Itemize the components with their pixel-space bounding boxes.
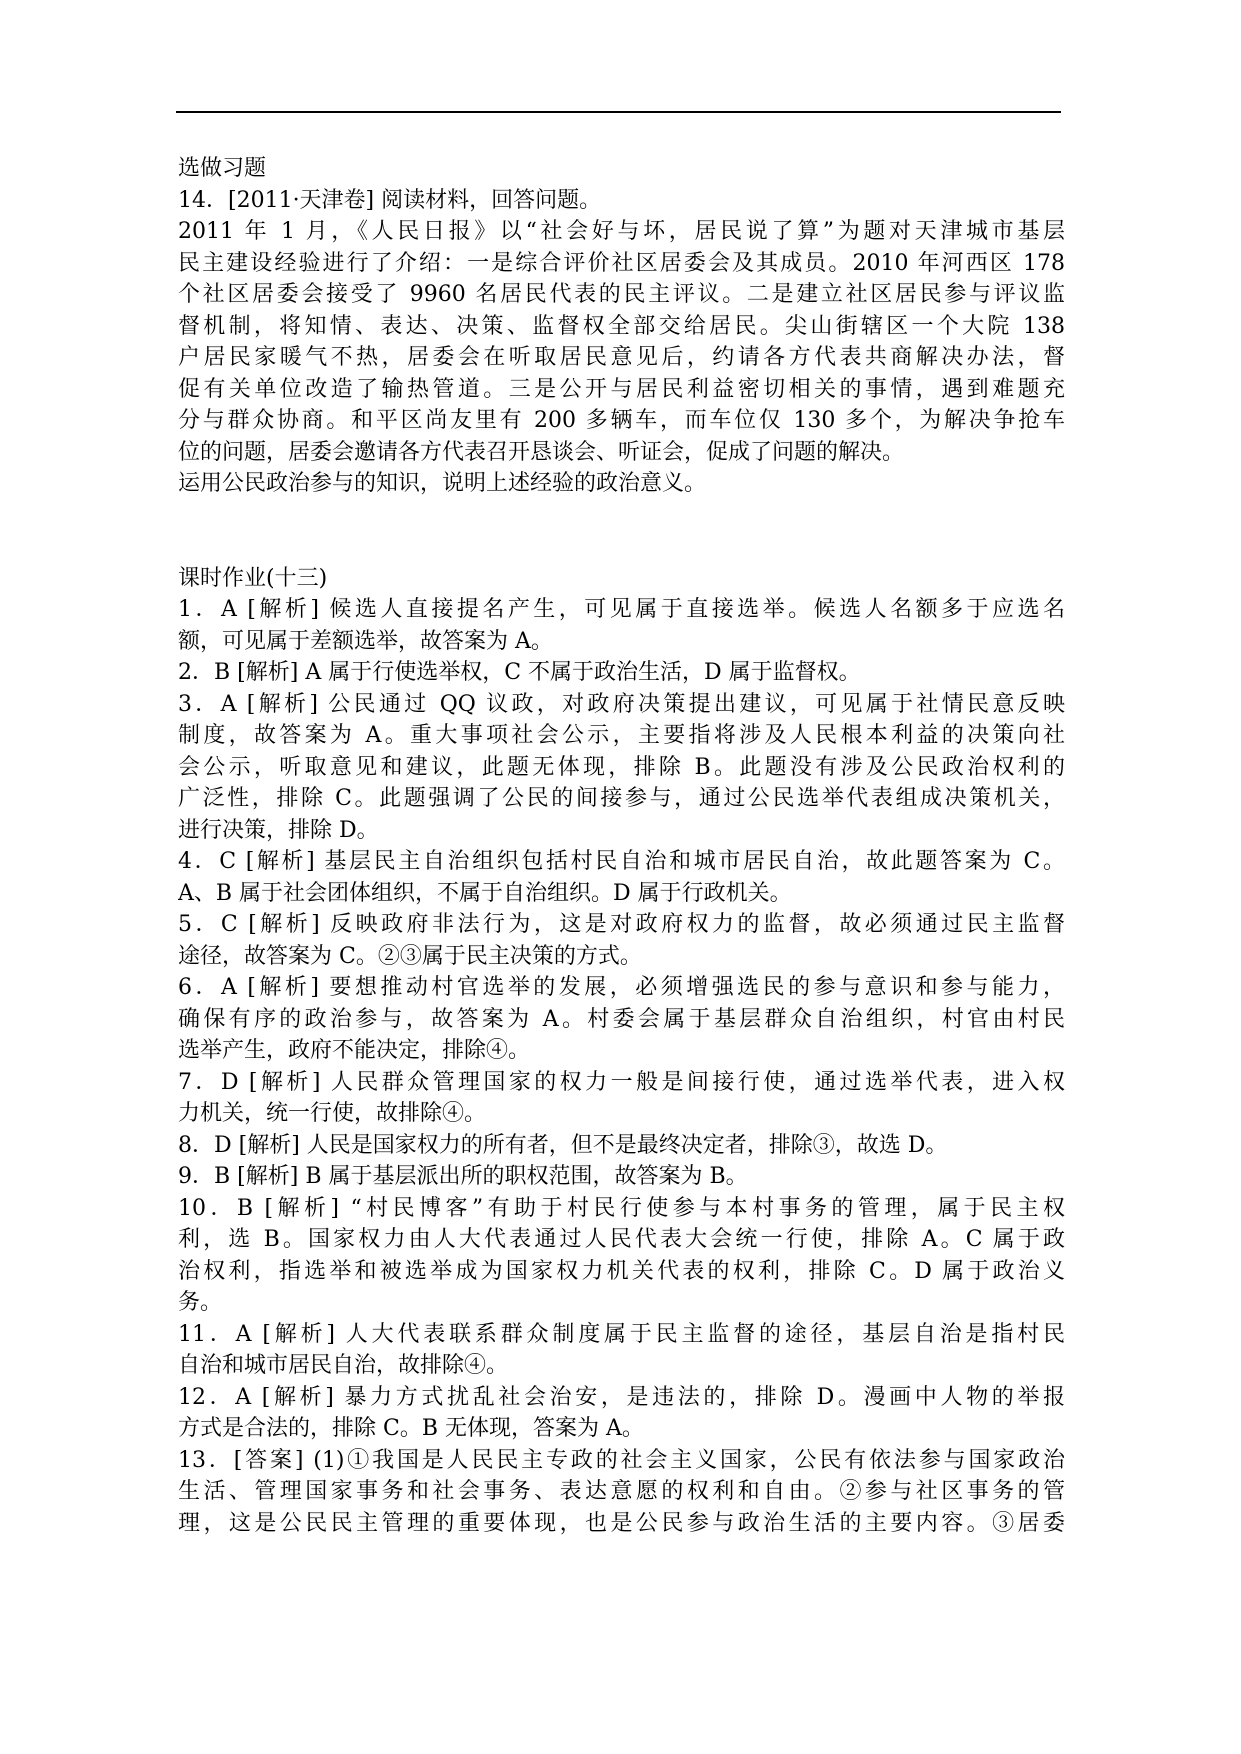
answer-line: 力机关，统一行使，故排除④。 <box>178 1101 487 1126</box>
elective-heading: 选做习题 <box>178 156 267 181</box>
answer-line: 途径，故答案为 C。②③属于民主决策的方式。 <box>178 943 642 969</box>
question-line: 分与群众协商。和平区尚友里有 200 多辆车，而车位仅 130 多个，为解决争抢车 <box>178 408 1065 433</box>
question-line: 个社区居委会接受了 9960 名居民代表的民主评议。二是建立社区居民参与评议监 <box>178 282 1065 307</box>
answer-line: 会公示，听取意见和建议，此题无体现，排除 B。此题没有涉及公民政治权利的 <box>178 754 1065 780</box>
answer-line: 12．A [解析] 暴力方式扰乱社会治安，是违法的，排除 D。漫画中人物的举报 <box>178 1384 1065 1410</box>
answer-line: 13．[答案] (1)①我国是人民民主专政的社会主义国家，公民有依法参与国家政治 <box>178 1447 1065 1473</box>
question-line: 位的问题，居委会邀请各方代表召开恳谈会、听证会，促成了问题的解决。 <box>178 439 905 465</box>
section-gap <box>178 500 1065 563</box>
question-prompt: 运用公民政治参与的知识，说明上述经验的政治意义。 <box>178 471 707 496</box>
answer-line: 6．A [解析] 要想推动村官选举的发展，必须增强选民的参与意识和参与能力， <box>178 975 1065 1000</box>
answer-line: 自治和城市居民自治，故排除④。 <box>178 1353 509 1378</box>
answer-line: 进行决策，排除 D。 <box>178 817 379 843</box>
question-line: 促有关单位改造了输热管道。三是公开与居民利益密切相关的事情，遇到难题充 <box>178 376 1065 402</box>
answer-line: 8．D [解析] 人民是国家权力的所有者，但不是最终决定者，排除③，故选 D。 <box>178 1132 948 1158</box>
question-line: 督机制，将知情、表达、决策、监督权全部交给居民。尖山街辖区一个大院 138 <box>178 313 1065 339</box>
question-line: 户居民家暖气不热，居委会在听取居民意见后，约请各方代表共商解决办法，督 <box>178 345 1065 370</box>
question-line: 民主建设经验进行了介绍：一是综合评价社区居委会及其成员。2010 年河西区 178 <box>178 250 1065 276</box>
answer-line: 10．B [解析] “村民博客”有助于村民行使参与本村事务的管理，属于民主权 <box>178 1195 1065 1221</box>
answer-line: 7．D [解析] 人民群众管理国家的权力一般是间接行使，通过选举代表，进入权 <box>178 1069 1065 1095</box>
question-line: 14．[2011·天津卷] 阅读材料，回答问题。 <box>178 187 602 213</box>
answer-line: 11．A [解析] 人大代表联系群众制度属于民主监督的途径，基层自治是指村民 <box>178 1321 1065 1347</box>
answer-line: 9．B [解析] B 属于基层派出所的职权范围，故答案为 B。 <box>178 1164 748 1189</box>
document-body <box>178 153 1065 1539</box>
answer-line: 广泛性，排除 C。此题强调了公民的间接参与，通过公民选举代表组成决策机关， <box>178 786 1065 811</box>
answer-line: 生活、管理国家事务和社会事务、表达意愿的权利和自由。②参与社区事务的管 <box>178 1479 1065 1504</box>
answer-line: 1．A [解析] 候选人直接提名产生，可见属于直接选举。候选人名额多于应选名 <box>178 597 1065 622</box>
answer-line: 4．C [解析] 基层民主自治组织包括村民自治和城市居民自治，故此题答案为 C。 <box>178 849 1065 874</box>
question-line: 2011 年 1 月，《人民日报》以“社会好与坏，居民说了算”为题对天津城市基层 <box>178 219 1065 244</box>
answer-line: 选举产生，政府不能决定，排除④。 <box>178 1038 531 1063</box>
answer-line: 3．A [解析] 公民通过 QQ 议政，对政府决策提出建议，可见属于社情民意反映 <box>178 691 1065 717</box>
answer-line: 方式是合法的，排除 C。B 无体现，答案为 A。 <box>178 1416 644 1441</box>
answer-line: A、B 属于社会团体组织，不属于自治组织。D 属于行政机关。 <box>178 880 792 906</box>
answer-line: 额，可见属于差额选举，故答案为 A。 <box>178 628 553 654</box>
answer-line: 理，这是公民民主管理的重要体现，也是公民参与政治生活的主要内容。③居委 <box>178 1510 1065 1536</box>
answer-line: 务。 <box>178 1290 223 1315</box>
answer-line: 治权利，指选举和被选举成为国家权力机关代表的权利，排除 C。D 属于政治义 <box>178 1258 1065 1284</box>
answer-line: 制度，故答案为 A。重大事项社会公示，主要指将涉及人民根本利益的决策向社 <box>178 723 1065 748</box>
answer-line: 确保有序的政治参与，故答案为 A。村委会属于基层群众自治组织，村官由村民 <box>178 1006 1065 1032</box>
homework-heading: 课时作业(十三) <box>178 565 328 591</box>
answer-line: 2．B [解析] A 属于行使选举权，C 不属于政治生活，D 属于监督权。 <box>178 660 861 685</box>
answer-line: 5．C [解析] 反映政府非法行为，这是对政府权力的监督，故必须通过民主监督 <box>178 912 1065 937</box>
header-rule <box>176 111 1061 113</box>
answer-line: 利，选 B。国家权力由人大代表通过人民代表大会统一行使，排除 A。C 属于政 <box>178 1227 1065 1252</box>
